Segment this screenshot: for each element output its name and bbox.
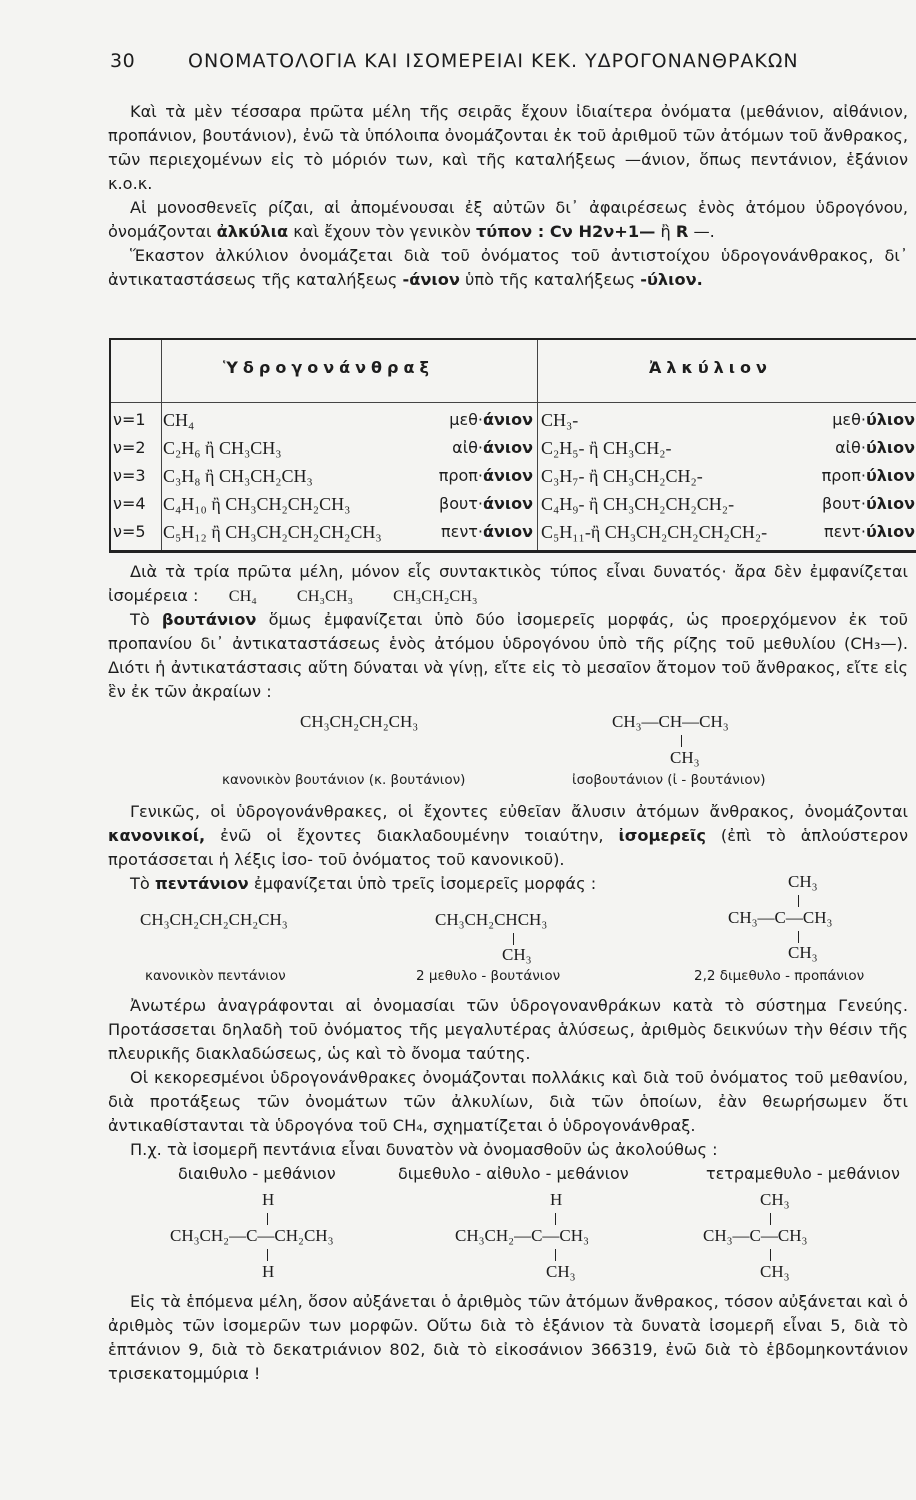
bond-line <box>267 1213 268 1225</box>
running-header <box>110 50 890 80</box>
structure-dimethylpropane-top: CH₃ <box>788 872 818 891</box>
hydrocarbon-formula: C₂H₆ ἢ CH₃CH₃ <box>163 438 282 458</box>
hydrocarbon-formula: C₃H₈ ἢ CH₃CH₂CH₃ <box>163 466 313 486</box>
alkyl-formula: CH₃- <box>541 410 579 430</box>
name-stem: μεθ· <box>832 410 866 429</box>
table-row <box>111 438 916 462</box>
structure-2-methylbutane-chain: CH₃CH₂CHCH₃ <box>435 910 548 929</box>
suffix-ylion: -ύλιον. <box>640 270 703 289</box>
row-index: ν=2 <box>113 438 146 457</box>
text-span: —. <box>688 222 715 241</box>
radical-symbol: R <box>675 222 689 241</box>
section-4-text <box>108 994 908 1162</box>
caption-2-methylbutane: 2 μεθυλο - βουτάνιον <box>416 968 561 984</box>
name-suffix: ύλιον <box>865 438 915 457</box>
alkyl-formula: C₃H₇- ἢ CH₃CH₂CH₂- <box>541 466 703 486</box>
table-header-rule <box>111 402 916 403</box>
alkyl-name <box>832 410 915 429</box>
structure-m2-bottom: CH₃ <box>546 1262 576 1281</box>
paragraph-no-isomerism <box>108 560 908 608</box>
alkyl-name <box>824 522 915 541</box>
name-suffix: ύλιον <box>865 522 915 541</box>
section-5-text <box>108 1290 908 1386</box>
table-row <box>111 410 916 434</box>
structure-dimethylpropane-chain: CH₃—C—CH₃ <box>728 908 833 927</box>
text-span: Διὰ τὰ τρία πρῶτα μέλη, μόνον εἷς συντακτικὸς τύπος εἶναι δυνατός· ἄρα δὲν ἐμφανίζεται ἰσομέρεια : <box>108 562 908 605</box>
structure-m3-top: CH₃ <box>760 1190 790 1209</box>
caption-n-pentane: κανονικὸν πεντάνιον <box>145 968 286 984</box>
structure-m3-bottom: CH₃ <box>760 1262 790 1281</box>
name-suffix: άνιον <box>482 522 533 541</box>
intro-paragraph-3 <box>108 244 908 292</box>
alkyl-name <box>835 438 915 457</box>
alkyl-name <box>822 494 915 513</box>
name-suffix: άνιον <box>482 466 533 485</box>
structure-m1-bottom: H <box>262 1262 275 1281</box>
bond-line <box>798 895 799 907</box>
paragraph-butane <box>108 608 908 704</box>
bond-line <box>555 1213 556 1225</box>
table-row <box>111 494 916 518</box>
bond-line <box>770 1249 771 1261</box>
name-suffix: ύλιον <box>865 466 915 485</box>
hydrocarbon-formula: C₅H₁₂ ἢ CH₃CH₂CH₂CH₂CH₃ <box>163 522 382 542</box>
bond-line <box>555 1249 556 1261</box>
name-suffix: ύλιον <box>865 494 915 513</box>
name-stem: πεντ· <box>824 522 866 541</box>
name-stem: πεντ· <box>441 522 483 541</box>
nomenclature-table <box>109 338 916 553</box>
column-header-hydrocarbon: Ὑδρογονάνθραξ <box>223 358 434 377</box>
bond-line <box>770 1213 771 1225</box>
name-stem: αἰθ· <box>835 438 866 457</box>
alkyl-formula: C₅H₁₁-ἢ CH₃CH₂CH₂CH₂CH₂- <box>541 522 768 542</box>
structure-2-methylbutane-branch: CH₃ <box>502 945 532 964</box>
hydrocarbon-name <box>449 410 533 429</box>
hydrocarbon-name <box>439 466 533 485</box>
alkyl-formula: C₂H₅- ἢ CH₃CH₂- <box>541 438 672 458</box>
intro-text <box>108 100 908 292</box>
text-span: (ἐπὶ τὸ ἁπλούστερον προτάσσεται ἡ λέξις ἰσο- τοῦ ὀνόματος τοῦ κανονικοῦ). <box>108 826 908 869</box>
paragraph-methane-naming: Οἱ κεκορεσμένοι ὑδρογονάνθρακες ὀνομάζονται πολλάκις καὶ διὰ τοῦ ὀνόματος τοῦ μεθανίου, διὰ προτάξεως τῶν ὀνομάτων τῶν ἀλκυλίων, διὰ τῶν ὁποίων, ἐὰν θεωρήσωμεν ὅτι ἀντικαθίστανται τὰ ὑδρογόνα τοῦ CH₄, σχηματίζεται ὁ ὑδρογονάνθραξ. <box>108 1068 908 1135</box>
alkyl-name <box>822 466 915 485</box>
name-stem: μεθ· <box>449 410 483 429</box>
text-span: ἐνῶ οἱ ἔχοντες διακλαδουμένην τοιαύτην, <box>205 826 619 845</box>
table-row <box>111 522 916 546</box>
structure-isobutane-chain: CH₃—CH—CH₃ <box>612 712 729 731</box>
name-stem: βουτ· <box>821 494 866 513</box>
page-number: 30 <box>110 50 136 72</box>
name-diethylmethane: διαιθυλο - μεθάνιον <box>178 1164 336 1183</box>
suffix-anion: -άνιον <box>402 270 460 289</box>
name-suffix: άνιον <box>482 438 533 457</box>
structure-m2-top: H <box>550 1190 563 1209</box>
bond-line <box>681 735 682 747</box>
intro-paragraph-1: Καὶ τὰ μὲν τέσσαρα πρῶτα μέλη τῆς σειρᾶς ἔχουν ἰδιαίτερα ὀνόματα (μεθάνιον, αἰθάνιον, προπάνιον, βουτάνιον), ἐνῶ τὰ ὑπόλοιπα ὀνομάζονται ἐκ τοῦ ἀριθμοῦ τῶν ἀτόμων τοῦ ἄνθρακος, τῶν περιεχομένων εἰς τὸ μόριόν των, καὶ τῆς καταλήξεως —άνιον, ὅπως πεντάνιον, ἑξάνιον κ.ο.κ. <box>108 102 908 193</box>
bond-line <box>267 1249 268 1261</box>
name-stem: προπ· <box>821 466 866 485</box>
structure-isobutane-branch: CH₃ <box>670 748 700 767</box>
row-index: ν=1 <box>113 410 146 429</box>
formula-methane: CH₄ <box>228 587 257 605</box>
hydrocarbon-name <box>439 494 533 513</box>
text-span: Τὸ <box>130 610 162 629</box>
hydrocarbon-name <box>441 522 533 541</box>
name-suffix: άνιον <box>482 410 533 429</box>
row-index: ν=5 <box>113 522 146 541</box>
name-tetramethylmethane: τετραμεθυλο - μεθάνιον <box>706 1164 900 1183</box>
text-span: ἢ <box>655 222 676 241</box>
term-isomers: ἰσομερεῖς <box>618 826 706 845</box>
structure-m3-chain: CH₃—C—CH₃ <box>703 1226 808 1245</box>
paragraph-isomer-counts: Εἰς τὰ ἑπόμενα μέλη, ὅσον αὐξάνεται ὁ ἀριθμὸς τῶν ἀτόμων ἄνθρακος, τόσον αὐξάνεται καὶ ὁ ἀριθμὸς τῶν ἰσομερῶν των μορφῶν. Οὕτω διὰ τὸ ἑξάνιον τὰ δυνατὰ ἰσομερῆ εἶναι 5, διὰ τὸ ἑπτάνιον 9, διὰ τὸ δεκατριάνιον 802, διὰ τὸ εἰκοσάνιον 366319, ἐνῶ διὰ τὸ ἑβδομηκοντάνιον τρισεκατομμύρια ! <box>108 1292 908 1383</box>
text-span: Τὸ <box>130 874 155 893</box>
caption-dimethylpropane: 2,2 διμεθυλο - προπάνιον <box>694 968 865 984</box>
structure-m2-chain: CH₃CH₂—C—CH₃ <box>455 1226 589 1245</box>
hydrocarbon-name <box>452 438 533 457</box>
alkyl-formula: C₄H₉- ἢ CH₃CH₂CH₂CH₂- <box>541 494 735 514</box>
text-span: Αἱ μονοσθενεῖς ρίζαι, αἱ ἀπομένουσαι ἐξ αὐτῶν δι᾿ ἀφαιρέσεως ἑνὸς ἀτόμου ὑδρογόνου, ὀνομάζονται <box>108 198 908 241</box>
caption-isobutane: ἰσοβουτάνιον (ἰ - βουτάνιον) <box>572 772 766 788</box>
hydrocarbon-formula: CH₄ <box>163 410 195 430</box>
general-formula: τύπον : Cν H2ν+1— <box>475 222 656 241</box>
row-index: ν=4 <box>113 494 146 513</box>
text-span: ἐμφανίζεται ὑπὸ τρεῖς ἰσομερεῖς μορφάς : <box>248 874 597 893</box>
paragraph-normal-iso <box>108 800 908 872</box>
formula-propane: CH₃CH₂CH₃ <box>393 587 478 605</box>
text-span: καὶ ἔχουν τὸν γενικὸν <box>288 222 476 241</box>
structure-dimethylpropane-bottom: CH₃ <box>788 943 818 962</box>
term-butane: βουτάνιον <box>161 610 257 629</box>
structure-m1-top: H <box>262 1190 275 1209</box>
term-normal: κανονικοί, <box>108 826 206 845</box>
caption-n-butane: κανονικὸν βουτάνιον (κ. βουτάνιον) <box>222 772 466 788</box>
paragraph-geneva-system: Ἀνωτέρω ἀναγράφονται αἱ ὀνομασίαι τῶν ὑδρογονανθράκων κατὰ τὸ σύστημα Γενεύης. Προτάσσεται δηλαδὴ τοῦ ὀνόματος τῆς μεγαλυτέρας ἁλύσεως, ἀριθμὸς δεικνύων τὴν θέσιν τῆς πλευρικῆς διακλαδώσεως, ὡς καὶ τὸ ὄνομα ταύτης. <box>108 996 908 1063</box>
structure-m1-chain: CH₃CH₂—C—CH₂CH₃ <box>170 1226 334 1245</box>
hydrocarbon-formula: C₄H₁₀ ἢ CH₃CH₂CH₂CH₃ <box>163 494 351 514</box>
section-2-text <box>108 560 908 704</box>
term-pentane: πεντάνιον <box>154 874 249 893</box>
text-span: ὅμως ἐμφανίζεται ὑπὸ δύο ἰσομερεῖς μορφάς, ὡς προερχόμενον ἐκ τοῦ προπανίου δι᾿ ἀντικαταστάσεως ἑνὸς ἀτόμου ὑδρογόνου ὑπὸ τῆς ρίζης τοῦ μεθυλίου (CH₃—). Διότι ἡ ἀντικατάστασις αὕτη δύναται νὰ γίνῃ, εἴτε εἰς τὸ μεσαῖον ἄτομον τοῦ ἄνθρακος, εἴτε εἰς ἓν ἐκ τῶν ἀκραίων : <box>108 610 908 701</box>
name-stem: προπ· <box>438 466 483 485</box>
term-alkylia: ἀλκύλια <box>216 222 289 241</box>
bond-line <box>798 931 799 943</box>
text-span: Γενικῶς, οἱ ὑδρογονάνθρακες, οἱ ἔχοντες εὐθεῖαν ἄλυσιν ἀτόμων ἄνθρακος, ὀνομάζονται <box>130 802 908 821</box>
name-stem: αἰθ· <box>452 438 483 457</box>
bond-line <box>513 933 514 945</box>
page-title: ΟΝΟΜΑΤΟΛΟΓΙΑ ΚΑΙ ΙΣΟΜΕΡΕΙΑΙ ΚΕΚ. ΥΔΡΟΓΟΝΑΝΘΡΑΚΩΝ <box>188 50 799 72</box>
table-row <box>111 466 916 490</box>
structure-n-butane: CH₃CH₂CH₂CH₃ <box>300 712 419 731</box>
structure-n-pentane: CH₃CH₂CH₂CH₂CH₃ <box>140 910 288 929</box>
paragraph-example: Π.χ. τὰ ἰσομερῆ πεντάνια εἶναι δυνατὸν νὰ ὀνομασθοῦν ὡς ἀκολούθως : <box>130 1140 718 1159</box>
name-stem: βουτ· <box>439 494 483 513</box>
name-suffix: ύλιον <box>865 410 915 429</box>
name-dimethylethylmethane: διμεθυλο - αἰθυλο - μεθάνιον <box>398 1164 629 1183</box>
formula-ethane: CH₃CH₃ <box>296 587 354 605</box>
intro-paragraph-2 <box>108 196 908 244</box>
row-index: ν=3 <box>113 466 146 485</box>
text-span: ὑπὸ τῆς καταλήξεως <box>459 270 641 289</box>
column-header-alkyl: Ἀλκύλιον <box>649 358 772 377</box>
name-suffix: άνιον <box>482 494 533 513</box>
text-span: Ἕκαστον ἀλκύλιον ὀνομάζεται διὰ τοῦ ὀνόματος τοῦ ἀντιστοίχου ὑδρογονάνθρακος, δι᾿ ἀντικαταστάσεως τῆς καταλήξεως <box>108 246 908 289</box>
